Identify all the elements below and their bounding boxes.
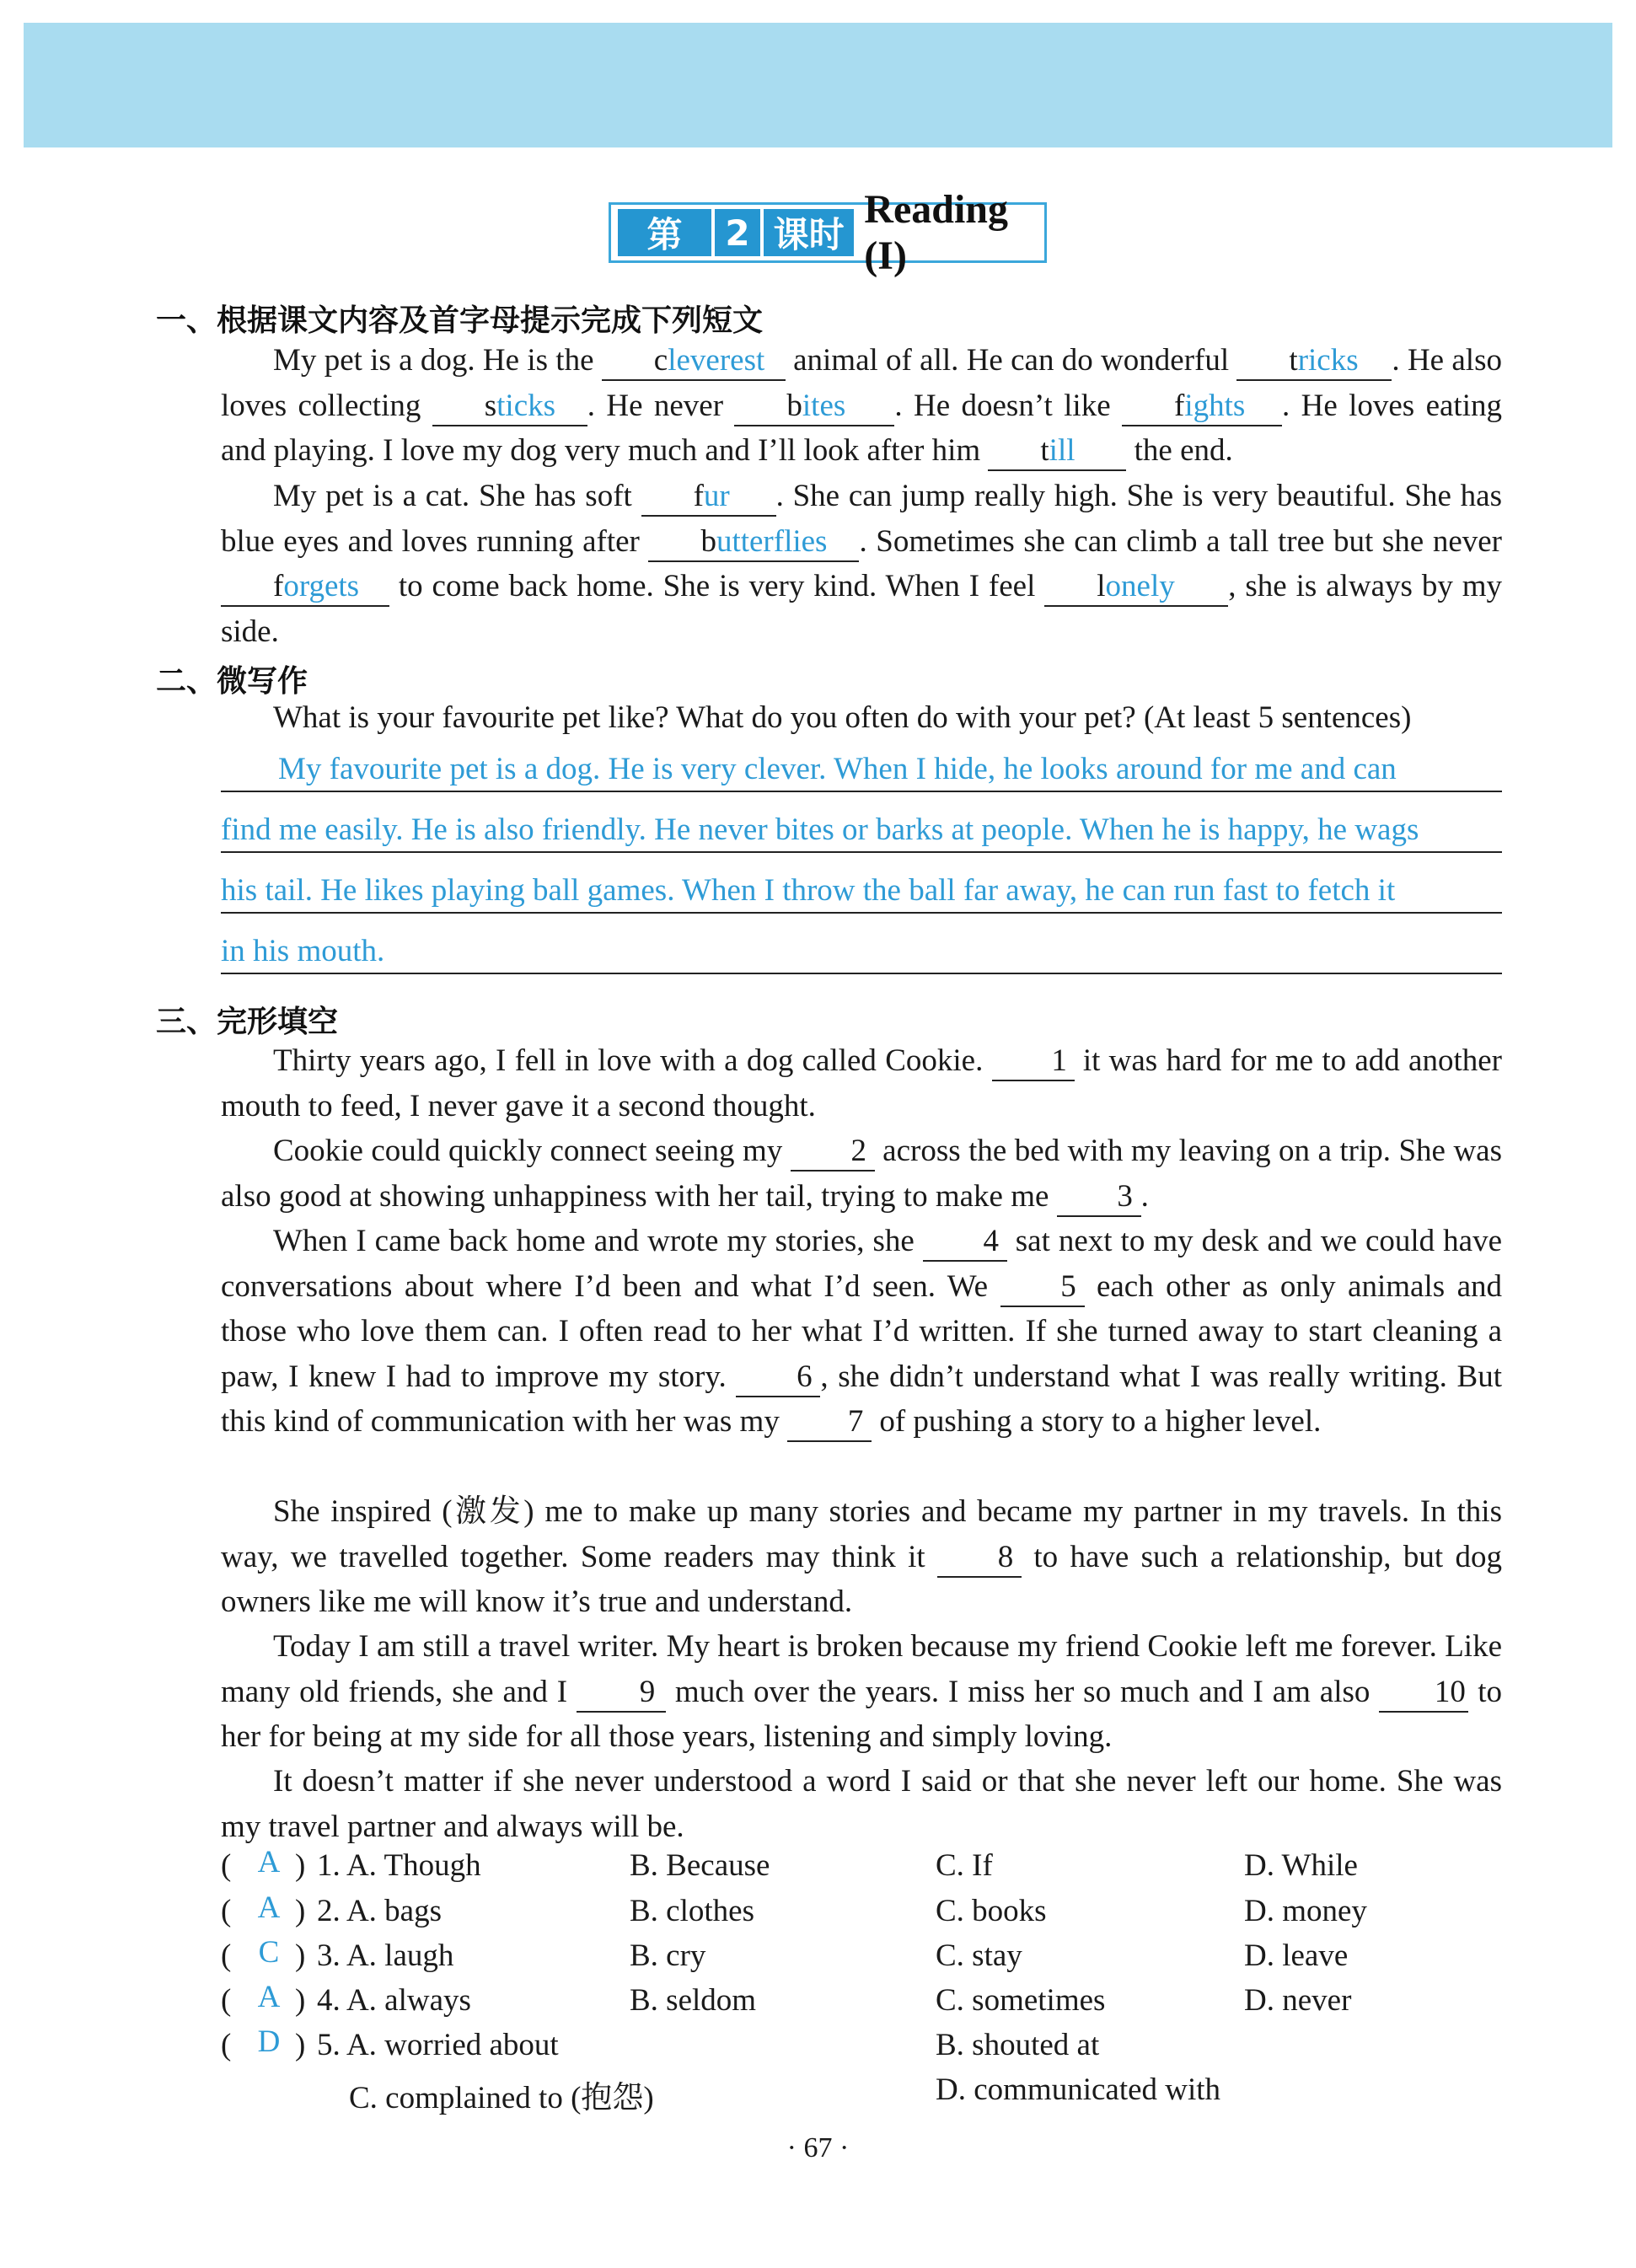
- fill-blank-6[interactable]: till: [988, 435, 1126, 471]
- option-b[interactable]: B. clothes: [630, 1894, 754, 1928]
- option-d[interactable]: D. never: [1244, 1983, 1352, 2018]
- section3-heading: 三、完形填空: [156, 1005, 339, 1039]
- cloze-blank-1[interactable]: 1: [992, 1045, 1075, 1081]
- fill-blank-4[interactable]: bites: [734, 390, 894, 426]
- option-a[interactable]: 2. A. bags: [317, 1894, 442, 1928]
- cloze-blank-6[interactable]: 6: [736, 1361, 820, 1397]
- writing-line-2[interactable]: find me easily. He is also friendly. He never bites or barks at people. When he is happy, he wags: [221, 812, 1502, 853]
- fill-blank-2[interactable]: tricks: [1236, 345, 1392, 381]
- option-c[interactable]: C. stay: [936, 1938, 1022, 1973]
- header-banner: [24, 23, 1612, 147]
- writing-line-4[interactable]: in his mouth.: [221, 933, 1502, 974]
- cloze-paragraph-1: Thirty years ago, I fell in love with a dog called Cookie. 1 it was hard for me to add another mouth to feed, I never gave it a second thought.: [221, 1043, 1502, 1123]
- option-d[interactable]: D. While: [1244, 1848, 1358, 1883]
- section1-heading: 一、根据课文内容及首字母提示完成下列短文: [156, 303, 764, 338]
- answer-3[interactable]: C: [258, 1935, 280, 1970]
- cloze-paragraph-4: She inspired (激发) me to make up many stories and became my partner in my travels. In this way, we travelled together. Some readers may think it 8 to have such a relationship, but dog owners like me will know it’s true and understand.: [221, 1494, 1502, 1619]
- lesson-title: [609, 187, 1047, 278]
- answer-1[interactable]: A: [257, 1845, 281, 1879]
- option-d[interactable]: D. money: [1244, 1894, 1367, 1928]
- option-a[interactable]: 1. A. Though: [317, 1848, 481, 1883]
- option-c[interactable]: C. books: [936, 1894, 1047, 1928]
- lesson-number: 2: [715, 209, 760, 256]
- answer-2[interactable]: A: [257, 1890, 281, 1925]
- fill-blank-5[interactable]: fights: [1122, 390, 1282, 426]
- fill-blank-8[interactable]: butterflies: [648, 526, 859, 562]
- option-c[interactable]: C. If: [936, 1848, 993, 1883]
- answer-5[interactable]: D: [257, 2024, 281, 2059]
- option-a[interactable]: 3. A. laugh: [317, 1938, 454, 1973]
- cloze-blank-5[interactable]: 5: [1000, 1271, 1085, 1307]
- option-b[interactable]: B. cry: [630, 1938, 706, 1973]
- fill-blank-7[interactable]: fur: [641, 480, 776, 517]
- cloze-blank-3[interactable]: 3: [1057, 1181, 1141, 1217]
- cloze-blank-2[interactable]: 2: [791, 1135, 875, 1172]
- cloze-blank-4[interactable]: 4: [923, 1225, 1007, 1262]
- page-number: · 67 ·: [786, 2132, 850, 2163]
- cloze-blank-7[interactable]: 7: [787, 1406, 872, 1442]
- fill-blank-10[interactable]: lonely: [1044, 571, 1228, 607]
- answer-4[interactable]: A: [257, 1980, 281, 2014]
- section2-heading: 二、微写作: [156, 664, 308, 699]
- option-b[interactable]: B. shouted at: [936, 2028, 1100, 2062]
- cloze-blank-10[interactable]: 10: [1379, 1676, 1468, 1713]
- cloze-paragraph-2: Cookie could quickly connect seeing my 2 across the bed with my leaving on a trip. She was also good at showing unhappiness with her tail, trying to make me 3 .: [221, 1129, 1502, 1219]
- fill-blank-3[interactable]: sticks: [432, 390, 587, 426]
- fill-blank-9[interactable]: forgets: [221, 571, 389, 607]
- section1-paragraph-2: My pet is a cat. She has soft fur . She can jump really high. She is very beautiful. She has blue eyes and loves running after butterflies . Sometimes she can climb a tall tree but she never forgets to come back home. She is very kind. When I feel lonely , she is always by my side.: [221, 479, 1502, 649]
- lesson-kind: 课时: [764, 209, 854, 256]
- option-d[interactable]: D. communicated with: [936, 2072, 1221, 2107]
- option-d[interactable]: D. leave: [1244, 1938, 1349, 1973]
- writing-line-1[interactable]: My favourite pet is a dog. He is very clever. When I hide, he looks around for me and can: [221, 751, 1502, 792]
- lesson-chip: 第: [618, 209, 711, 256]
- option-a[interactable]: 5. A. worried about: [317, 2028, 559, 2062]
- writing-prompt: What is your favourite pet like? What do you often do with your pet? (At least 5 sentences): [273, 700, 1412, 735]
- option-b[interactable]: B. seldom: [630, 1983, 757, 2018]
- fill-blank-1[interactable]: cleverest: [602, 345, 786, 381]
- cloze-paragraph-5: Today I am still a travel writer. My heart is broken because my friend Cookie left me forever. Like many old friends, she and I 9 much over the years. I miss her so much and I am also 10 to her for being at my side for all those years, listening and simply loving.: [221, 1629, 1503, 1754]
- option-c[interactable]: C. complained to (抱怨): [349, 2081, 654, 2115]
- cloze-paragraph-3: When I came back home and wrote my stories, she 4 sat next to my desk and we could have conversations about where I’d been and what I’d seen. We 5 each other as only animals and those who love them can. I often read to her what I’d written. If she turned away to start cleaning a paw, I knew I had to improve my story. 6 , she didn’t understand what I was really writing. But this kind of communication with her was my 7 of pushing a story to a higher level.: [221, 1219, 1502, 1445]
- writing-line-3[interactable]: his tail. He likes playing ball games. When I throw the ball far away, he can run fast to fetch it: [221, 872, 1502, 914]
- option-a[interactable]: 4. A. always: [317, 1983, 471, 2018]
- section1-paragraph-1: My pet is a dog. He is the cleverest animal of all. He can do wonderful tricks . He also loves collecting sticks . He never bites . He doesn’t like fights . He loves eating and playing. I love my dog very much and I’ll look after him till the end.: [221, 338, 1502, 474]
- option-c[interactable]: C. sometimes: [936, 1983, 1106, 2018]
- cloze-blank-8[interactable]: 8: [937, 1541, 1022, 1578]
- cloze-paragraph-6: It doesn’t matter if she never understood a word I said or that she never left our home. She was my travel partner and always will be.: [221, 1764, 1502, 1844]
- option-b[interactable]: B. Because: [630, 1848, 770, 1883]
- cloze-blank-9[interactable]: 9: [577, 1676, 666, 1713]
- page-title: Reading (I): [864, 187, 1008, 278]
